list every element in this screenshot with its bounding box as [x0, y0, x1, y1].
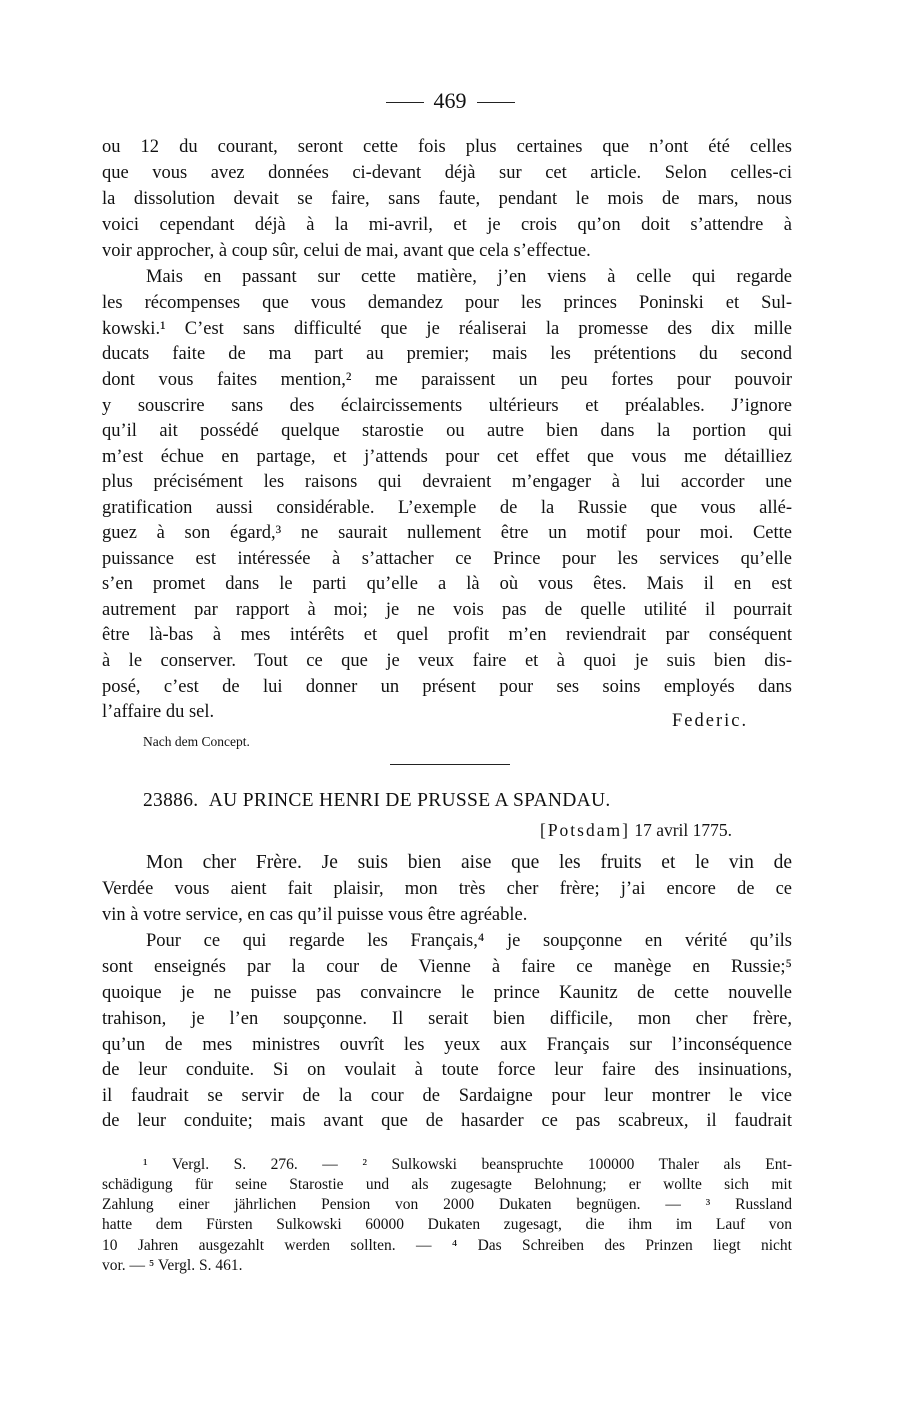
- text-line: ducats faite de ma part au premier; mais les prétentions du second: [102, 344, 792, 364]
- source-note: Nach dem Concept.: [143, 734, 250, 749]
- text-line: que vous avez données ci-devant déjà sur cet article. Selon celles-ci: [102, 163, 792, 183]
- text-line: de leur conduite. Si on voulait à toute force leur faire des insinuations,: [102, 1060, 792, 1080]
- text-line: puissance est intéressée à s’attacher ce Prince pour les services qu’elle: [102, 549, 792, 569]
- footnote-line: 10 Jahren ausgezahlt werden sollten. — ⁴ Das Schreiben des Prinzen liegt nicht: [102, 1237, 792, 1254]
- footnote-line: hatte dem Fürsten Sulkowski 60000 Dukaten zugesagt, die ihm im Lauf von: [102, 1216, 792, 1233]
- page-number: 469: [433, 88, 467, 113]
- signature: Federic.: [672, 711, 749, 731]
- text-line: Mon cher Frère. Je suis bien aise que les fruits et le vin de: [146, 852, 792, 873]
- text-line: être là-bas à mes intérêts et quel profit m’en reviendrait par conséquent: [102, 625, 792, 645]
- letter-dateline: [540, 820, 732, 841]
- text-line: ou 12 du courant, seront cette fois plus certaines que n’ont été celles: [102, 137, 792, 157]
- text-line: voir approcher, à coup sûr, celui de mai, avant que cela s’effectue.: [102, 241, 591, 261]
- text-line: y souscrire sans des éclaircissements ultérieurs et préalables. J’ignore: [102, 396, 792, 416]
- text-line: il faudrait se servir de la cour de Sardaigne pour leur montrer le vice: [102, 1086, 792, 1106]
- letter-place: [Potsdam]: [540, 820, 630, 840]
- header-dash-left: [386, 102, 424, 103]
- text-line: Verdée vous aient fait plaisir, mon très cher frère; j’ai encore de ce: [102, 879, 792, 899]
- letter-heading: [143, 790, 611, 812]
- text-line: dont vous faites mention,² me paraissent un peu fortes pour pouvoir: [102, 370, 792, 390]
- text-line: m’est échue en partage, et j’attends pour cet effet que vous me détailliez: [102, 447, 792, 467]
- text-line: les récompenses que vous demandez pour les princes Poninski et Sul-: [102, 293, 792, 313]
- text-line: la dissolution devait se faire, sans faute, pendant le mois de mars, nous: [102, 189, 792, 209]
- text-line: guez à son égard,³ ne saurait nullement être un motif pour moi. Cette: [102, 523, 792, 543]
- footnote-line: Zahlung einer jährlichen Pension von 2000 Dukaten begnügen. — ³ Russland: [102, 1196, 792, 1213]
- header-dash-right: [477, 102, 515, 103]
- text-line: à le conserver. Tout ce que je veux faire et à quoi je suis bien dis-: [102, 651, 792, 671]
- text-line: qu’un de mes ministres ouvrît les yeux aux Français sur l’inconséquence: [102, 1035, 792, 1055]
- text-line: Pour ce qui regarde les Français,⁴ je soupçonne en vérité qu’ils: [146, 931, 792, 951]
- text-line: autrement par rapport à moi; je ne vois pas de quelle utilité il pourrait: [102, 600, 792, 620]
- text-line: vin à votre service, en cas qu’il puisse vous être agréable.: [102, 905, 528, 925]
- section-divider: [390, 764, 510, 765]
- text-line: posé, c’est de lui donner un présent pour ses soins employés dans: [102, 677, 792, 697]
- footnote-line: vor. — ⁵ Vergl. S. 461.: [102, 1257, 243, 1274]
- footnote-line: ¹ Vergl. S. 276. — ² Sulkowski beanspruchte 100000 Thaler als Ent-: [143, 1156, 792, 1173]
- letter-date: 17 avril 1775.: [634, 820, 733, 840]
- text-line: qu’il ait possédé quelque starostie ou autre bien dans la portion qui: [102, 421, 792, 441]
- text-line: sont enseignés par la cour de Vienne à faire ce manège en Russie;⁵: [102, 957, 792, 977]
- footnote-line: schädigung für seine Starostie und als zugesagte Belohnung; er wollte sich mit: [102, 1176, 792, 1193]
- letter-title: AU PRINCE HENRI DE PRUSSE A SPANDAU.: [208, 790, 611, 811]
- text-line: plus précisément les raisons qui devraient m’engager à lui accorder une: [102, 472, 792, 492]
- letter-number: 23886.: [143, 790, 199, 811]
- text-line: voici cependant déjà à la mi-avril, et je crois qu’on doit s’attendre à: [102, 215, 792, 235]
- text-line: l’affaire du sel.: [102, 702, 215, 722]
- text-line: quoique je ne puisse pas convaincre le prince Kaunitz de cette nouvelle: [102, 983, 792, 1003]
- text-line: gratification aussi considérable. L’exemple de la Russie que vous allé-: [102, 498, 792, 518]
- page-header: [0, 88, 900, 114]
- text-line: trahison, je l’en soupçonne. Il serait bien difficile, mon cher frère,: [102, 1009, 792, 1029]
- text-line: kowski.¹ C’est sans difficulté que je réaliserai la promesse des dix mille: [102, 319, 792, 339]
- text-line: s’en promet dans le parti qu’elle a là où vous êtes. Mais il en est: [102, 574, 792, 594]
- text-line: de leur conduite; mais avant que de hasarder ce pas scabreux, il faudrait: [102, 1111, 792, 1131]
- text-line: Mais en passant sur cette matière, j’en viens à celle qui regarde: [146, 267, 792, 287]
